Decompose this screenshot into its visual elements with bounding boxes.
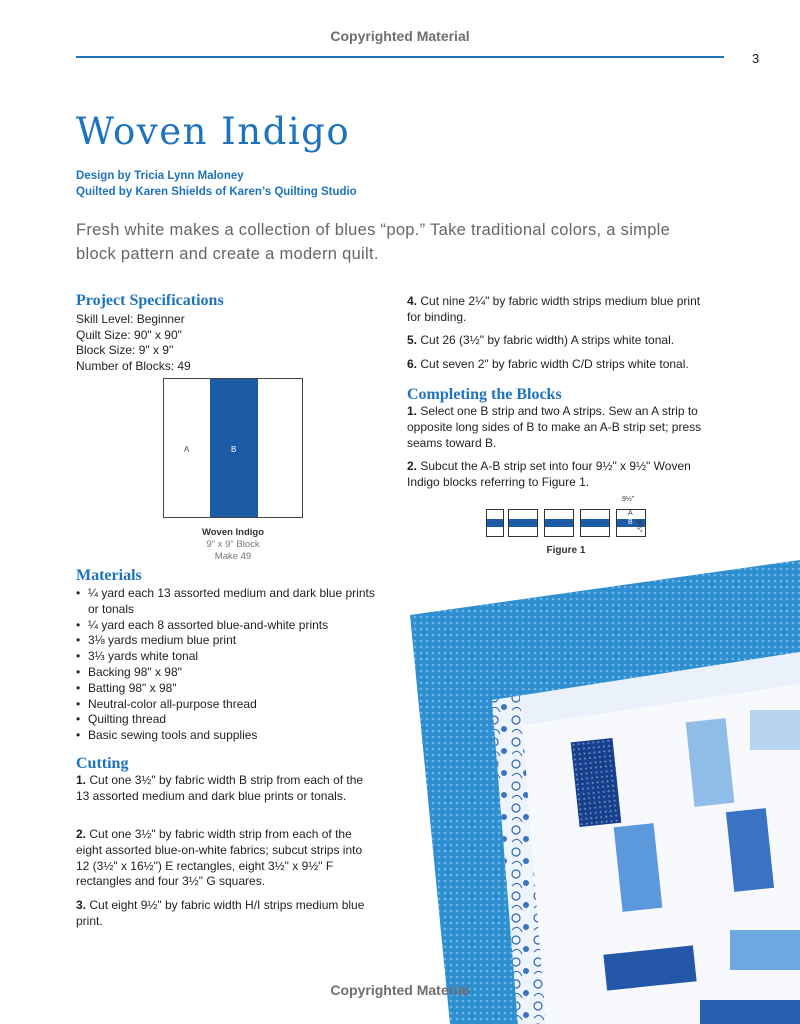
figure-caption: Figure 1 — [546, 545, 586, 556]
step-number: 4. — [407, 294, 418, 308]
block-label-a: A — [184, 445, 190, 454]
step-number: 1. — [407, 404, 418, 418]
step-text: Subcut the A-B strip set into four 9½" x 9½" Woven Indigo blocks referring to Figure 1. — [407, 459, 691, 489]
header-rule — [76, 56, 724, 58]
list-item: • 3⅓ yards white tonal — [76, 649, 376, 665]
step-number: 2. — [76, 827, 87, 841]
design-credit: Design by Tricia Lynn Maloney — [76, 170, 244, 182]
completing-heading: Completing the Blocks — [407, 386, 562, 403]
list-item: • ¼ yard each 13 assorted medium and dark blue prints or tonals — [76, 586, 376, 618]
step-number: 3. — [76, 898, 87, 912]
step-text: Cut 26 (3½" by fabric width) A strips white tonal. — [420, 333, 675, 347]
cutting-step-4 — [407, 294, 707, 326]
page-number: 3 — [752, 51, 760, 66]
step-number: 6. — [407, 357, 418, 371]
block-caption-size: 9" x 9" Block — [206, 539, 260, 550]
list-item: • Neutral-color all-purpose thread — [76, 697, 376, 713]
spec-block-size: Block Size: 9" x 9" — [76, 343, 174, 357]
step-number: 2. — [407, 459, 418, 473]
list-item: • Basic sewing tools and supplies — [76, 728, 376, 744]
block-diagram — [163, 378, 303, 518]
list-item: • Backing 98" x 98" — [76, 665, 376, 681]
list-item: • Quilting thread — [76, 712, 376, 728]
spec-skill: Skill Level: Beginner — [76, 312, 185, 326]
cutting-step-2 — [76, 827, 376, 890]
page-title: Woven Indigo — [76, 110, 351, 153]
block-caption-title: Woven Indigo — [201, 527, 265, 538]
block-caption-make: Make 49 — [214, 551, 252, 562]
list-item: • Batting 98" x 98" — [76, 681, 376, 697]
cutting-step-1 — [76, 773, 376, 805]
block-label-b: B — [231, 445, 237, 454]
step-number: 1. — [76, 773, 87, 787]
step-text: Cut one 3½" by fabric width strip from each of the eight assorted blue-on-white fabrics; subcut strips into 12 (3½" x 16½") E rectangles, eight 3½" x 9½" F rectangles and four 3½" G squares. — [76, 827, 363, 889]
figure-block — [544, 509, 574, 537]
materials-heading: Materials — [76, 567, 142, 584]
step-text: Cut seven 2" by fabric width C/D strips white tonal. — [420, 357, 689, 371]
cutting-step-3 — [76, 898, 386, 930]
step-text: Cut eight 9½" by fabric width H/I strips medium blue print. — [76, 898, 365, 928]
spec-block-count: Number of Blocks: 49 — [76, 359, 191, 373]
list-item: • 3⅛ yards medium blue print — [76, 633, 376, 649]
step-text: Cut nine 2¼" by fabric width strips medium blue print for binding. — [407, 294, 701, 324]
step-text: Select one B strip and two A strips. Sew an A strip to opposite long sides of B to make an A-B strip set; press seams toward B. — [407, 404, 702, 450]
step-number: 5. — [407, 333, 418, 347]
figure-block — [486, 509, 504, 537]
figure-label-b: B — [628, 519, 633, 526]
figure-label-a: A — [628, 510, 633, 517]
step-text: Cut one 3½" by fabric width B strip from each of the 13 assorted medium and dark blue prints or tonals. — [76, 773, 364, 803]
list-item: • ¼ yard each 8 assorted blue-and-white prints — [76, 618, 376, 634]
figure-block — [580, 509, 610, 537]
figure-dimension-top: 9½" — [622, 496, 635, 503]
figure-dimension-side: 9½" — [635, 520, 642, 533]
copyright-watermark-bottom: Copyrighted Material — [330, 982, 470, 998]
figure-block — [508, 509, 538, 537]
quilt-credit: Quilted by Karen Shields of Karen’s Quilting Studio — [76, 186, 357, 198]
cutting-heading: Cutting — [76, 755, 129, 772]
completing-step-1 — [407, 404, 727, 451]
cutting-step-5 — [407, 333, 727, 349]
completing-step-2 — [407, 459, 717, 491]
copyright-watermark-top: Copyrighted Material — [330, 28, 470, 44]
materials-list — [76, 586, 376, 744]
specs-heading: Project Specifications — [76, 292, 224, 309]
quilt-photo — [400, 560, 800, 1024]
spec-quilt-size: Quilt Size: 90" x 90" — [76, 328, 182, 342]
intro-text: Fresh white makes a collection of blues “pop.” Take traditional colors, a simple block pattern and create a modern quilt. — [76, 221, 671, 263]
cutting-step-6 — [407, 357, 737, 373]
